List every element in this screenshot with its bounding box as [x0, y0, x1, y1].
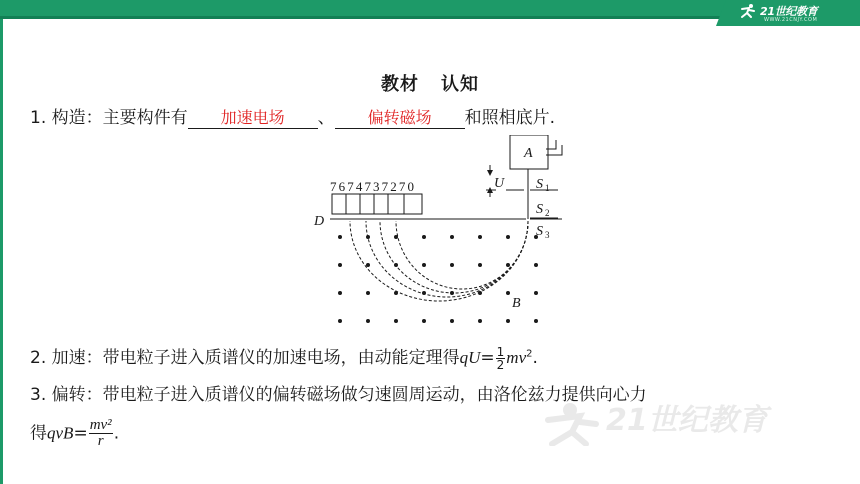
label-s2-sub: 2	[545, 208, 550, 218]
line-deflection	[30, 380, 647, 405]
particle-trajectories	[350, 221, 528, 301]
eq4-prefix: 得	[30, 423, 47, 444]
label-d: D	[314, 214, 325, 229]
eq2-fraction	[496, 346, 506, 371]
label-s1-sub: 1	[545, 183, 550, 193]
logo-text: 21世纪教育	[760, 5, 818, 18]
structure-separator: 、	[317, 108, 335, 128]
label-s1: S	[536, 177, 543, 192]
magnetic-field-dots	[338, 235, 538, 323]
eq4-fraction	[89, 418, 113, 449]
eq4-frac-num: mv²	[89, 417, 112, 433]
eq4-frac-den: r	[97, 433, 104, 449]
plate-scale-numbers: 7674737270	[330, 179, 414, 194]
heading-part1: 教材	[381, 74, 419, 95]
eq2-exponent: 2	[526, 348, 533, 360]
logo-subtext: WWW.21CNJY.COM	[764, 17, 818, 23]
eq4-sign: =	[73, 423, 88, 444]
answer-blank-2: 偏转磁场	[335, 108, 465, 129]
eq2-frac-num: 1	[496, 344, 505, 359]
label-s3: S	[536, 224, 543, 239]
eq2-end: .	[532, 348, 538, 368]
heading-part2: 认知	[441, 74, 479, 95]
line-deflection-equation	[30, 418, 119, 449]
label-u: U	[494, 176, 505, 191]
eq2-sign: =	[480, 348, 495, 368]
label-a: A	[524, 146, 533, 161]
label-s3-sub: 3	[545, 230, 550, 240]
mass-spectrometer-diagram	[310, 135, 570, 330]
line-structure	[30, 103, 555, 129]
line-acceleration	[30, 343, 538, 371]
runner-icon	[738, 3, 758, 19]
eq2-rhs: mv	[506, 348, 527, 367]
eq4-lhs: qvB	[47, 423, 74, 443]
voltage-arrow-head	[487, 170, 493, 176]
eq4-end: .	[113, 423, 120, 444]
label-b: B	[512, 296, 521, 311]
structure-suffix: 和照相底片.	[464, 108, 556, 128]
eq2-frac-den: 2	[496, 357, 505, 372]
eq2-lhs: qU	[459, 348, 481, 367]
answer-blank-1: 加速电场	[188, 108, 318, 129]
acceleration-text: 2. 加速：带电粒子进入质谱仪的加速电场，由动能定理得	[30, 348, 460, 368]
deflection-text: 3. 偏转：带电粒子进入质谱仪的偏转磁场做匀速圆周运动，由洛伦兹力提供向心力	[30, 385, 647, 405]
watermark-text: 21世纪教育	[606, 403, 768, 438]
label-s2: S	[536, 202, 543, 217]
section-heading	[0, 70, 860, 96]
structure-prefix: 1. 构造：主要构件有	[30, 108, 188, 128]
